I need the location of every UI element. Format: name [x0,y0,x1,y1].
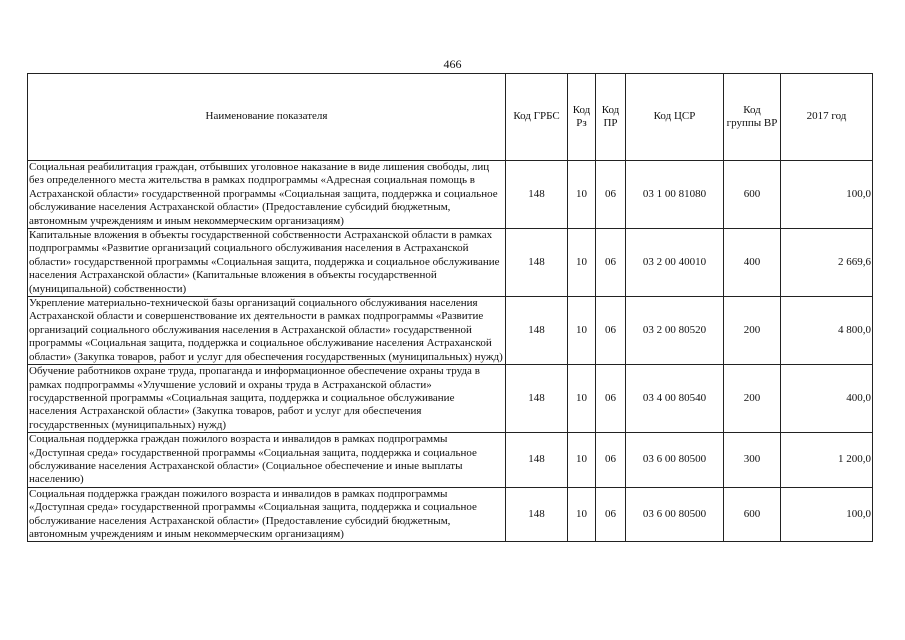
col-header-pr: Код ПР [596,74,626,161]
row-rz: 10 [568,487,596,542]
col-header-vr: Код группы ВР [724,74,781,161]
col-header-year: 2017 год [781,74,873,161]
row-pr: 06 [596,161,626,229]
row-amount: 4 800,0 [781,297,873,365]
table-row [28,487,873,542]
row-rz: 10 [568,297,596,365]
row-grbs: 148 [506,161,568,229]
row-amount: 2 669,6 [781,229,873,297]
row-amount: 100,0 [781,161,873,229]
budget-table [27,73,873,542]
row-vr: 200 [724,365,781,433]
table-row [28,297,873,365]
row-name: Капитальные вложения в объекты государственной собственности Астраханской области в рамках подпрограммы «Развитие организаций социального обслуживания населения в Астраханской области» государственной программы «Социальная защита, поддержка и социальное обслуживание населения Астраханской области» (Капитальные вложения в объекты государственной (муниципальной) собственности) [28,229,506,297]
row-rz: 10 [568,229,596,297]
row-csr: 03 2 00 40010 [626,229,724,297]
row-grbs: 148 [506,297,568,365]
row-rz: 10 [568,161,596,229]
row-amount: 400,0 [781,365,873,433]
row-vr: 400 [724,229,781,297]
row-csr: 03 1 00 81080 [626,161,724,229]
page-number: 466 [443,57,462,71]
row-vr: 200 [724,297,781,365]
table-row [28,433,873,488]
row-name: Обучение работников охране труда, пропаганда и информационное обеспечение охраны труда в рамках подпрограммы «Улучшение условий и охраны труда в Астраханской области» государственной программы «Социальная защита, поддержка и социальное обслуживание населения Астраханской области» (Закупка товаров, работ и услуг для обеспечения государственных (муниципальных) нужд) [28,365,506,433]
row-grbs: 148 [506,365,568,433]
header-row [28,74,873,161]
row-vr: 600 [724,487,781,542]
table-row [28,161,873,229]
row-name: Социальная поддержка граждан пожилого возраста и инвалидов в рамках подпрограммы «Доступная среда» государственной программы «Социальная защита, поддержка и социальное обслуживание населения Астраханской области» (Предоставление субсидий бюджетным, автономным учреждениям и иным некоммерческим организациям) [28,487,506,542]
col-header-rz: Код Рз [568,74,596,161]
row-name: Социальная реабилитация граждан, отбывших уголовное наказание в виде лишения свободы, лиц без определенного места жительства в рамках подпрограммы «Адресная социальная помощь в Астраханской области» государственной программы «Социальная защита, поддержка и социальное обслуживание населения Астраханской области» (Предоставление субсидий бюджетным, автономным учреждениям и иным некоммерческим организациям) [28,161,506,229]
row-pr: 06 [596,365,626,433]
col-header-csr: Код ЦСР [626,74,724,161]
row-pr: 06 [596,297,626,365]
row-csr: 03 6 00 80500 [626,487,724,542]
table-row [28,229,873,297]
row-name: Социальная поддержка граждан пожилого возраста и инвалидов в рамках подпрограммы «Доступная среда» государственной программы «Социальная защита, поддержка и социальное обслуживание населения Астраханской области» (Социальное обеспечение и иные выплаты населению) [28,433,506,488]
row-csr: 03 2 00 80520 [626,297,724,365]
row-pr: 06 [596,229,626,297]
row-vr: 600 [724,161,781,229]
row-vr: 300 [724,433,781,488]
row-rz: 10 [568,433,596,488]
row-pr: 06 [596,433,626,488]
table-row [28,365,873,433]
row-amount: 100,0 [781,487,873,542]
row-amount: 1 200,0 [781,433,873,488]
col-header-name: Наименование показателя [28,74,506,161]
row-pr: 06 [596,487,626,542]
row-grbs: 148 [506,487,568,542]
row-csr: 03 6 00 80500 [626,433,724,488]
row-csr: 03 4 00 80540 [626,365,724,433]
row-name: Укрепление материально-технической базы организаций социального обслуживания населения Астраханской области и совершенствование их деятельности в рамках подпрограммы «Развитие организаций социального обслуживания населения в Астраханской области» государственной программы «Социальная защита, поддержка и социальное обслуживание населения Астраханской области» (Закупка товаров, работ и услуг для обеспечения государственных (муниципальных) нужд) [28,297,506,365]
col-header-grbs: Код ГРБС [506,74,568,161]
row-grbs: 148 [506,433,568,488]
row-grbs: 148 [506,229,568,297]
row-rz: 10 [568,365,596,433]
